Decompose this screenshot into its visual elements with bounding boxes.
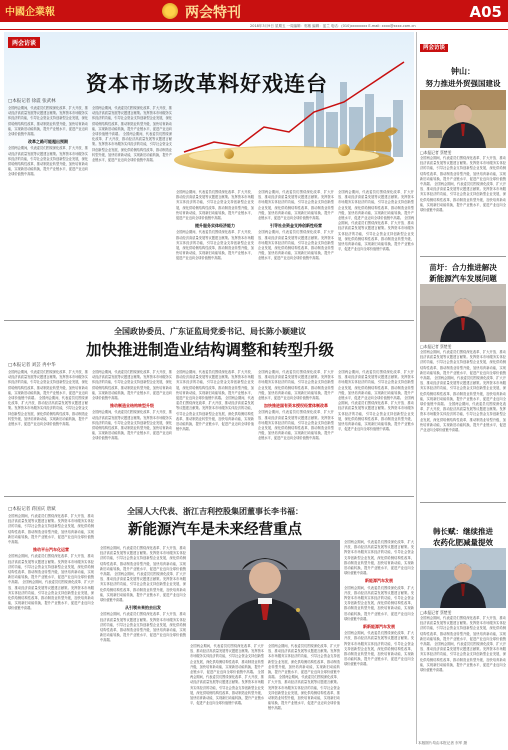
paper-logo: 中國企業報 xyxy=(5,7,55,18)
mid-text-10: 全国两会期间，代表委员们围绕深化改革、扩大开放、推动经济高质量发展等议题建言献策。发挥资本市场服务实体经济的功能，引导社会资金支持创新型企业发展，深化供给侧结构性改革，推动制造业转型升级，加快培育新动能，实现新旧动能转换，提升产业链水平，促进产业迈向全球价值链中高端。 xyxy=(338,396,414,432)
lead-text-3: 全国两会期间，代表委员们围绕深化改革、扩大开放、推动经济高质量发展等议题建言献策。发挥资本市场服务实体经济的功能，引导社会资金支持创新型企业发展，深化供给侧结构性改革，推动制造业转型升级，加快培育新动能，实现新旧动能转换，提升产业链水平，促进产业迈向全球价值链中高端。 xyxy=(92,106,172,137)
bot-text-2: 全国两会期间，代表委员们围绕深化改革、扩大开放、推动经济高质量发展等议题建言献策。发挥资本市场服务实体经济的功能，引导社会资金支持创新型企业发展，深化供给侧结构性改革，推动制造业转型升级，加快培育新动能，实现新旧动能转换，提升产业链水平，促进产业迈向全球价值链中高端。 xyxy=(8,554,94,585)
bot-text-11: 全国两会期间，代表委员们围绕深化改革、扩大开放、推动经济高质量发展等议题建言献策。发挥资本市场服务实体经济的功能，引导社会资金支持创新型企业发展，深化供给侧结构性改革，推动制造业转型升级，加快培育新动能，实现新旧动能转换，提升产业链水平，促进产业迈向全球价值链中高端。 xyxy=(344,540,414,576)
lead-subhead-1: 改革之路可能超出预期 xyxy=(28,139,68,145)
li-shufu-photo xyxy=(190,540,340,640)
mid-column-2 xyxy=(92,370,172,490)
right-divider-2 xyxy=(420,502,506,503)
right-story2-body xyxy=(420,350,506,500)
bot-text-10: 全国两会期间，代表委员们围绕深化改革、扩大开放、推动经济高质量发展等议题建言献策。发挥资本市场服务实体经济的功能，引导社会资金支持创新型企业发展，深化供给侧结构性改革，推动制造业转型升级，加快培育新动能，实现新旧动能转换，提升产业链水平，促进产业迈向全球价值链中高端。 xyxy=(268,675,340,711)
bottom-column-3 xyxy=(190,644,264,742)
divider-1 xyxy=(4,320,414,321)
mid-text-8: 全国两会期间，代表委员们围绕深化改革、扩大开放、推动经济高质量发展等议题建言献策。发挥资本市场服务实体经济的功能，引导社会资金支持创新型企业发展，深化供给侧结构性改革，推动制造业转型升级，加快培育新动能，实现新旧动能转换，提升产业链水平，促进产业迈向全球价值链中高端。 xyxy=(258,410,334,441)
lead-text-8: 全国两会期间，代表委员们围绕深化改革、扩大开放、推动经济高质量发展等议题建言献策。发挥资本市场服务实体经济的功能，引导社会资金支持创新型企业发展，深化供给侧结构性改革，推动制造业转型升级，加快培育新动能，实现新旧动能转换，提升产业链水平，促进产业迈向全球价值链中高端。 xyxy=(258,230,334,261)
bot-text-12: 全国两会期间，代表委员们围绕深化改革、扩大开放、推动经济高质量发展等议题建言献策。发挥资本市场服务实体经济的功能，引导社会资金支持创新型企业发展，深化供给侧结构性改革，推动制造业转型升级，加快培育新动能，实现新旧动能转换，提升产业链水平，促进产业迈向全球价值链中高端。 xyxy=(344,585,414,621)
page-number: A05 xyxy=(469,3,502,21)
bot-text-13: 全国两会期间，代表委员们围绕深化改革、扩大开放、推动经济高质量发展等议题建言献策。发挥资本市场服务实体经济的功能，引导社会资金支持创新型企业发展，深化供给侧结构性改革，推动制造业转型升级，加快培育新动能，实现新旧动能转换，提升产业链水平，促进产业迈向全球价值链中高端。 xyxy=(344,631,414,667)
bot-text-5: 全国两会期间，代表委员们围绕深化改革、扩大开放、推动经济高质量发展等议题建言献策。发挥资本市场服务实体经济的功能，引导社会资金支持创新型企业发展，深化供给侧结构性改革，推动制造业转型升级，加快培育新动能，实现新旧动能转换，提升产业链水平，促进产业迈向全球价值链中高端。 xyxy=(100,572,186,603)
lead-text-7: 全国两会期间，代表委员们围绕深化改革、扩大开放、推动经济高质量发展等议题建言献策。发挥资本市场服务实体经济的功能，引导社会资金支持创新型企业发展，深化供给侧结构性改革，推动制造业转型升级，加快培育新动能，实现新旧动能转换，提升产业链水平，促进产业迈向全球价值链中高端。 xyxy=(258,190,334,221)
bot-text-1: 全国两会期间，代表委员们围绕深化改革、扩大开放、推动经济高质量发展等议题建言献策。发挥资本市场服务实体经济的功能，引导社会资金支持创新型企业发展，深化供给侧结构性改革，推动制造业转型升级，加快培育新动能，实现新旧动能转换，提升产业链水平，促进产业迈向全球价值链中高端。 xyxy=(8,514,94,545)
lead-headline: 资本市场改革料好戏连台 xyxy=(86,71,328,96)
bot-text-7: 全国两会期间，代表委员们围绕深化改革、扩大开放、推动经济高质量发展等议题建言献策。发挥资本市场服务实体经济的功能，引导社会资金支持创新型企业发展，深化供给侧结构性改革，推动制造业转型升级，加快培育新动能，实现新旧动能转换，提升产业链水平，促进产业迈向全球价值链中高端。 xyxy=(190,644,264,675)
bottom-byline: □本报记者 蒋国庆 唐斌 xyxy=(8,507,56,512)
lead-text-4: 全国两会期间，代表委员们围绕深化改革、扩大开放、推动经济高质量发展等议题建言献策。发挥资本市场服务实体经济的功能，引导社会资金支持创新型企业发展，深化供给侧结构性改革，推动制造业转型升级，加快培育新动能，实现新旧动能转换，提升产业链水平，促进产业迈向全球价值链中高端。 xyxy=(92,132,172,163)
masthead-rule xyxy=(0,29,508,30)
lead-subhead-3: 引导社会资金支持创新性经营 xyxy=(270,223,322,229)
special-section-title: 两会特刊 xyxy=(185,5,241,21)
bottom-subhead-2: 从引领未来拍去出发 xyxy=(125,605,161,611)
bottom-subhead-3: 新能源汽车发展 xyxy=(365,578,393,584)
lead-text-6: 全国两会期间，代表委员们围绕深化改革、扩大开放、推动经济高质量发展等议题建言献策。发挥资本市场服务实体经济的功能，引导社会资金支持创新型企业发展，深化供给侧结构性改革，推动制造业转型升级，加快培育新动能，实现新旧动能转换，提升产业链水平，促进产业迈向全球价值链中高端。 xyxy=(176,230,254,261)
bot-text-4: 全国两会期间，代表委员们围绕深化改革、扩大开放、推动经济高质量发展等议题建言献策。发挥资本市场服务实体经济的功能，引导社会资金支持创新型企业发展，深化供给侧结构性改革，推动制造业转型升级，加快培育新动能，实现新旧动能转换，提升产业链水平，促进产业迈向全球价值链中高端。 xyxy=(100,546,186,577)
right-story3-kicker: 韩长赋：继续推进 xyxy=(433,527,493,536)
right-story2-headline: 新能源汽车发展问题 xyxy=(429,274,497,283)
divider-2 xyxy=(4,496,414,497)
mid-text-6: 全国两会期间，代表委员们围绕深化改革、扩大开放、推动经济高质量发展等议题建言献策。发挥资本市场服务实体经济的功能，引导社会资金支持创新型企业发展，深化供给侧结构性改革，推动制造业转型升级，加快培育新动能，实现新旧动能转换，提升产业链水平，促进产业迈向全球价值链中高端。 xyxy=(176,396,254,432)
mid-subhead-1: 推动制造业结构转型升级 xyxy=(110,403,154,409)
mid-column-1 xyxy=(8,370,88,490)
mid-subhead-2: 加快推进国有资本授权经营体制改革 xyxy=(264,403,328,409)
mid-text-2: 全国两会期间，代表委员们围绕深化改革、扩大开放、推动经济高质量发展等议题建言献策。发挥资本市场服务实体经济的功能，引导社会资金支持创新型企业发展，深化供给侧结构性改革，推动制造业转型升级，加快培育新动能，实现新旧动能转换，提升产业链水平，促进产业迈向全球价值链中高端。 xyxy=(8,396,88,427)
lead-subhead-2: 提升服务实体经济能力 xyxy=(195,223,235,229)
masthead-bar xyxy=(0,0,508,22)
bottom-headline: 新能源汽车是未来经营重点 xyxy=(128,521,302,538)
photo-credit: 本版图片均由本报记者 东军 摄 xyxy=(418,741,468,745)
lead-text-2: 全国两会期间，代表委员们围绕深化改革、扩大开放、推动经济高质量发展等议题建言献策。发挥资本市场服务实体经济的功能，引导社会资金支持创新型企业发展，深化供给侧结构性改革，推动制造业转型升级，加快培育新动能，实现新旧动能转换，提升产业链水平，促进产业迈向全球价值链中高端。 xyxy=(8,146,88,177)
right-story3-body xyxy=(420,616,506,736)
right-story1-headline: 努力推进外贸强国建设 xyxy=(425,79,501,88)
mid-headline: 加快推进制造业结构调整和转型升级 xyxy=(85,340,334,359)
bot-text-3: 全国两会期间，代表委员们围绕深化改革、扩大开放、推动经济高质量发展等议题建言献策。发挥资本市场服务实体经济的功能，引导社会资金支持创新型企业发展，深化供给侧结构性改革，推动制造业转型升级，加快培育新动能，实现新旧动能转换，提升产业链水平，促进产业迈向全球价值链中高端。 xyxy=(8,580,94,611)
han-changfu-photo xyxy=(420,548,506,608)
right-text-2: 全国两会期间，代表委员们围绕深化改革、扩大开放、推动经济高质量发展等议题建言献策。发挥资本市场服务实体经济的功能，引导社会资金支持创新型企业发展，深化供给侧结构性改革，推动制造业转型升级，加快培育新动能，实现新旧动能转换，提升产业链水平，促进产业迈向全球价值链中高端。 xyxy=(420,182,506,213)
mid-text-7: 全国两会期间，代表委员们围绕深化改革、扩大开放、推动经济高质量发展等议题建言献策。发挥资本市场服务实体经济的功能，引导社会资金支持创新型企业发展，深化供给侧结构性改革，推动制造业转型升级，加快培育新动能，实现新旧动能转换，提升产业链水平，促进产业迈向全球价值链中高端。 xyxy=(258,370,334,401)
mid-column-3 xyxy=(176,370,254,490)
column-divider xyxy=(416,32,417,744)
right-text-1: 全国两会期间，代表委员们围绕深化改革、扩大开放、推动经济高质量发展等议题建言献策。发挥资本市场服务实体经济的功能，引导社会资金支持创新型企业发展，深化供给侧结构性改革，推动制造业转型升级，加快培育新动能，实现新旧动能转换，提升产业链水平，促进产业迈向全球价值链中高端。 xyxy=(420,156,506,187)
mid-kicker: 全国政协委员、广东证监局党委书记、局长陈小颖建议 xyxy=(114,327,306,336)
bottom-column-2 xyxy=(100,546,186,742)
right-text-6: 全国两会期间，代表委员们围绕深化改革、扩大开放、推动经济高质量发展等议题建言献策。发挥资本市场服务实体经济的功能，引导社会资金支持创新型企业发展，深化供给侧结构性改革，推动制造业转型升级，加快培育新动能，实现新旧动能转换，提升产业链水平，促进产业迈向全球价值链中高端。 xyxy=(420,616,506,647)
section-tag-interview: 两会访谈 xyxy=(8,37,40,48)
bot-text-9: 全国两会期间，代表委员们围绕深化改革、扩大开放、推动经济高质量发展等议题建言献策。发挥资本市场服务实体经济的功能，引导社会资金支持创新型企业发展，深化供给侧结构性改革，推动制造业转型升级，加快培育新动能，实现新旧动能转换，提升产业链水平，促进产业迈向全球价值链中高端。 xyxy=(268,644,340,680)
right-story3-headline: 农药化肥减量提效 xyxy=(433,538,493,547)
right-story1-body xyxy=(420,156,506,252)
right-story1-kicker: 钟山： xyxy=(451,66,475,76)
right-story3-byline: □本报记者 蔡楚雯 xyxy=(420,610,452,615)
mid-text-4: 全国两会期间，代表委员们围绕深化改革、扩大开放、推动经济高质量发展等议题建言献策。发挥资本市场服务实体经济的功能，引导社会资金支持创新型企业发展，深化供给侧结构性改革，推动制造业转型升级，加快培育新动能，实现新旧动能转换，提升产业链水平，促进产业迈向全球价值链中高端。 xyxy=(92,410,172,441)
lead-column-5 xyxy=(338,190,414,318)
mid-column-4 xyxy=(258,370,334,490)
lead-column-3 xyxy=(176,190,254,318)
lead-text-9: 全国两会期间，代表委员们围绕深化改革、扩大开放、推动经济高质量发展等议题建言献策。发挥资本市场服务实体经济的功能，引导社会资金支持创新型企业发展，深化供给侧结构性改革，推动制造业转型升级，加快培育新动能，实现新旧动能转换，提升产业链水平，促进产业迈向全球价值链中高端。 xyxy=(338,190,414,221)
lead-byline: □本报记者 徐震 张武林 xyxy=(8,99,56,104)
right-text-5: 全国两会期间，代表委员们围绕深化改革、扩大开放、推动经济高质量发展等议题建言献策。发挥资本市场服务实体经济的功能，引导社会资金支持创新型企业发展，深化供给侧结构性改革，推动制造业转型升级，加快培育新动能，实现新旧动能转换，提升产业链水平，促进产业迈向全球价值链中高端。 xyxy=(420,402,506,433)
mid-text-3: 全国两会期间，代表委员们围绕深化改革、扩大开放、推动经济高质量发展等议题建言献策。发挥资本市场服务实体经济的功能，引导社会资金支持创新型企业发展，深化供给侧结构性改革，推动制造业转型升级，加快培育新动能，实现新旧动能转换，提升产业链水平，促进产业迈向全球价值链中高端。 xyxy=(92,370,172,401)
national-emblem-icon xyxy=(162,3,178,19)
mid-byline: □本报记者 刘芸 冉中华 xyxy=(8,363,56,368)
lead-text-1: 全国两会期间，代表委员们围绕深化改革、扩大开放、推动经济高质量发展等议题建言献策。发挥资本市场服务实体经济的功能，引导社会资金支持创新型企业发展，深化供给侧结构性改革，推动制造业转型升级，加快培育新动能，实现新旧动能转换，提升产业链水平，促进产业迈向全球价值链中高端。 xyxy=(8,106,88,137)
mid-column-5 xyxy=(338,370,414,490)
bottom-column-4 xyxy=(268,644,340,742)
lead-text-5: 全国两会期间，代表委员们围绕深化改革、扩大开放、推动经济高质量发展等议题建言献策。发挥资本市场服务实体经济的功能，引导社会资金支持创新型企业发展，深化供给侧结构性改革，推动制造业转型升级，加快培育新动能，实现新旧动能转换，提升产业链水平，促进产业迈向全球价值链中高端。 xyxy=(176,190,254,221)
bottom-subhead-4: 新新能源汽车发展 xyxy=(363,624,395,630)
right-divider-1 xyxy=(420,256,506,257)
bottom-subhead-1: 推动平台汽车化运营 xyxy=(33,547,69,553)
right-section-tag xyxy=(420,34,506,53)
issue-info: 2018年3月9日 星期五 一周编辑：郭敏 编辑：蓝兰 电话：(010)xxxxxxxx E-mail: xxxx@xxxx.com.cn xyxy=(250,24,416,28)
miao-wei-photo xyxy=(420,284,506,342)
bottom-kicker: 全国人大代表、浙江吉利控股集团董事长李书福： xyxy=(127,507,303,516)
mid-text-1: 全国两会期间，代表委员们围绕深化改革、扩大开放、推动经济高质量发展等议题建言献策。发挥资本市场服务实体经济的功能，引导社会资金支持创新型企业发展，深化供给侧结构性改革，推动制造业转型升级，加快培育新动能，实现新旧动能转换，提升产业链水平，促进产业迈向全球价值链中高端。 xyxy=(8,370,88,401)
lead-column-2 xyxy=(92,106,172,318)
lead-text-10: 全国两会期间，代表委员们围绕深化改革、扩大开放、推动经济高质量发展等议题建言献策。发挥资本市场服务实体经济的功能，引导社会资金支持创新型企业发展，深化供给侧结构性改革，推动制造业转型升级，加快培育新动能，实现新旧动能转换，提升产业链水平，促进产业迈向全球价值链中高端。 xyxy=(338,216,414,252)
mid-text-5: 全国两会期间，代表委员们围绕深化改革、扩大开放、推动经济高质量发展等议题建言献策。发挥资本市场服务实体经济的功能，引导社会资金支持创新型企业发展，深化供给侧结构性改革，推动制造业转型升级，加快培育新动能，实现新旧动能转换，提升产业链水平，促进产业迈向全球价值链中高端。 xyxy=(176,370,254,401)
bottom-column-5 xyxy=(344,540,414,742)
right-story2-byline: □本报记者 蔡楚雯 xyxy=(420,344,452,349)
bottom-column-1 xyxy=(8,514,94,742)
right-text-7: 全国两会期间，代表委员们围绕深化改革、扩大开放、推动经济高质量发展等议题建言献策。发挥资本市场服务实体经济的功能，引导社会资金支持创新型企业发展，深化供给侧结构性改革，推动制造业转型升级，加快培育新动能，实现新旧动能转换，提升产业链水平，促进产业迈向全球价值链中高端。 xyxy=(420,642,506,673)
lead-column-4 xyxy=(258,190,334,318)
right-text-3: 全国两会期间，代表委员们围绕深化改革、扩大开放、推动经济高质量发展等议题建言献策。发挥资本市场服务实体经济的功能，引导社会资金支持创新型企业发展，深化供给侧结构性改革，推动制造业转型升级，加快培育新动能，实现新旧动能转换，提升产业链水平，促进产业迈向全球价值链中高端。 xyxy=(420,350,506,381)
mid-text-9: 全国两会期间，代表委员们围绕深化改革、扩大开放、推动经济高质量发展等议题建言献策。发挥资本市场服务实体经济的功能，引导社会资金支持创新型企业发展，深化供给侧结构性改革，推动制造业转型升级，加快培育新动能，实现新旧动能转换，提升产业链水平，促进产业迈向全球价值链中高端。 xyxy=(338,370,414,401)
zhong-shan-photo xyxy=(420,90,506,148)
right-story1-byline: □本报记者 蔡楚雯 xyxy=(420,150,452,155)
right-story2-kicker: 苗圩：合力推进解决 xyxy=(429,263,497,272)
right-text-4: 全国两会期间，代表委员们围绕深化改革、扩大开放、推动经济高质量发展等议题建言献策。发挥资本市场服务实体经济的功能，引导社会资金支持创新型企业发展，深化供给侧结构性改革，推动制造业转型升级，加快培育新动能，实现新旧动能转换，提升产业链水平，促进产业迈向全球价值链中高端。 xyxy=(420,376,506,407)
bot-text-6: 全国两会期间，代表委员们围绕深化改革、扩大开放、推动经济高质量发展等议题建言献策。发挥资本市场服务实体经济的功能，引导社会资金支持创新型企业发展，深化供给侧结构性改革，推动制造业转型升级，加快培育新动能，实现新旧动能转换，提升产业链水平，促进产业迈向全球价值链中高端。 xyxy=(100,612,186,643)
lead-column-1 xyxy=(8,106,88,318)
right-section-label: 两会访谈 xyxy=(420,44,448,52)
bot-text-8: 全国两会期间，代表委员们围绕深化改革、扩大开放、推动经济高质量发展等议题建言献策。发挥资本市场服务实体经济的功能，引导社会资金支持创新型企业发展，深化供给侧结构性改革，推动制造业转型升级，加快培育新动能，实现新旧动能转换，提升产业链水平，促进产业迈向全球价值链中高端。 xyxy=(190,670,264,706)
